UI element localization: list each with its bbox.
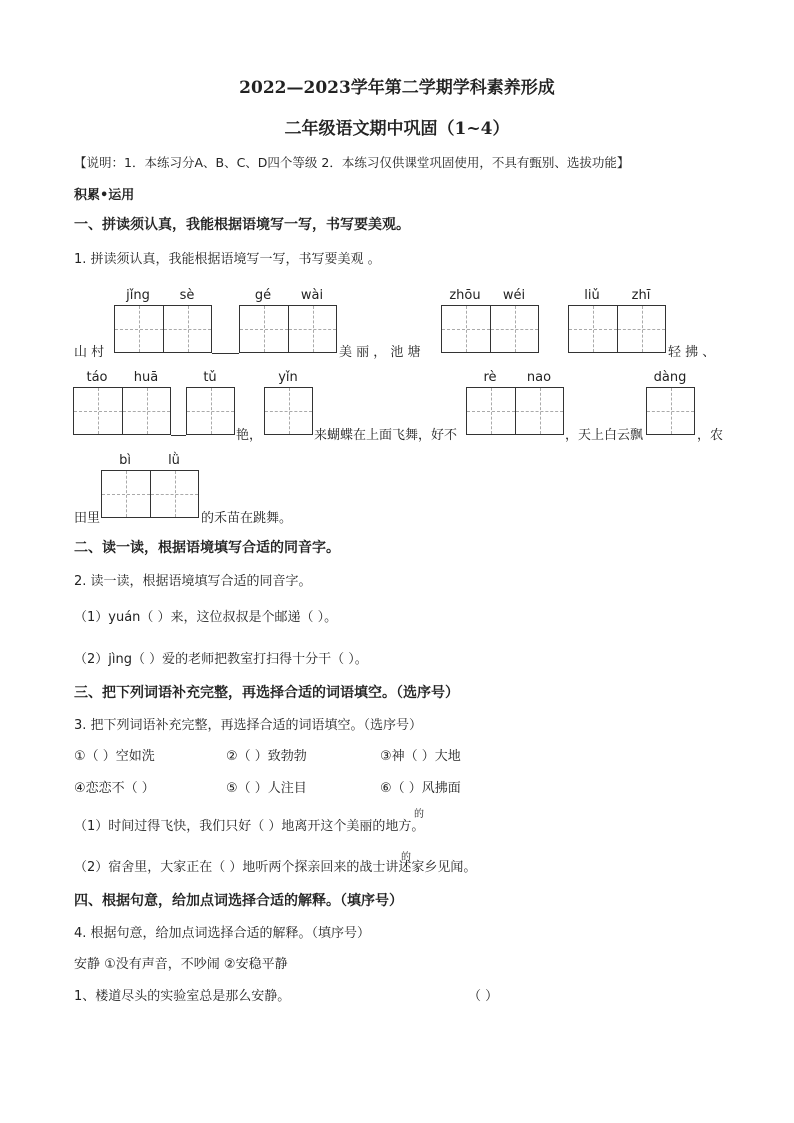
passage-text: 山 村 — [74, 345, 105, 360]
homophone-item[interactable]: （1）yuán（ ）来，这位叔叔是个邮递（ ）。 — [74, 610, 338, 625]
dot-mark: 的 — [401, 852, 411, 863]
question-4: 4. 根据句意，给加点词选择合适的解释。（填序号） — [74, 926, 371, 941]
underline — [212, 353, 239, 354]
answer-blank[interactable]: （ ） — [468, 989, 499, 1004]
pinyin: táo — [86, 370, 108, 385]
question-3: 3. 把下列词语补充完整，再选择合适的词语填空。（选序号） — [74, 718, 423, 733]
writing-grid[interactable] — [114, 305, 212, 353]
pinyin: bì — [119, 453, 131, 468]
dot-mark: 的 — [414, 809, 424, 820]
pinyin: zhī — [631, 288, 651, 303]
writing-grid[interactable] — [646, 387, 695, 435]
pinyin: lǜ — [168, 453, 180, 468]
question-1: 1. 拼读须认真，我能根据语境写一写，书写要美观 。 — [74, 252, 381, 267]
pinyin: wài — [300, 288, 324, 303]
pinyin: nao — [526, 370, 552, 385]
pinyin: zhōu — [449, 288, 481, 303]
idiom-item[interactable]: ⑥（ ）风拂面 — [380, 781, 461, 796]
underline — [171, 435, 186, 436]
passage-text: 来蝴蝶在上面飞舞，好不 — [314, 428, 458, 443]
fill-sentence[interactable]: （2）宿舍里，大家正在（ ）地听两个探亲回来的战士讲述家乡见闻。 — [74, 860, 477, 875]
pinyin: wéi — [502, 288, 526, 303]
writing-grid[interactable] — [101, 470, 199, 518]
page-subtitle: 二年级语文期中巩固（1~4） — [284, 119, 510, 139]
instructions-note: 【说明：1．本练习分A、B、C、D四个等级 2．本练习仅供课堂巩固使用，不具有甄别、选拔功能】 — [74, 155, 630, 170]
writing-grid[interactable] — [239, 305, 337, 353]
section2-heading: 二、读一读，根据语境填写合适的同音字。 — [74, 540, 340, 556]
section3-heading: 三、把下列词语补充完整，再选择合适的词语填空。（选序号） — [74, 685, 459, 701]
writing-grid[interactable] — [73, 387, 171, 435]
passage-text: 艳， — [236, 428, 263, 443]
pinyin: dàng — [653, 370, 687, 385]
passage-text: 的禾苗在跳舞。 — [201, 511, 293, 526]
writing-grid[interactable] — [264, 387, 313, 435]
definition-options: 安静 ①没有声音，不吵闹 ②安稳平静 — [74, 957, 288, 972]
section1-heading: 一、拼读须认真，我能根据语境写一写，书写要美观。 — [74, 217, 410, 233]
fill-sentence[interactable]: （1）时间过得飞快，我们只好（ ）地离开这个美丽的地方。 — [74, 819, 425, 834]
pinyin: rè — [483, 370, 497, 385]
pinyin: tǔ — [203, 370, 217, 385]
idiom-item[interactable]: ④恋恋不（ ） — [74, 781, 155, 796]
writing-grid[interactable] — [568, 305, 666, 353]
pinyin: jǐng — [126, 288, 150, 303]
idiom-item[interactable]: ①（ ）空如洗 — [74, 749, 155, 764]
idiom-item[interactable]: ⑤（ ）人注目 — [226, 781, 307, 796]
passage-text: 田里 — [74, 511, 101, 526]
passage-text: 轻 拂 、 — [668, 345, 716, 360]
writing-grid[interactable] — [441, 305, 539, 353]
question-2: 2. 读一读，根据语境填写合适的同音字。 — [74, 574, 312, 589]
homophone-item[interactable]: （2）jìng（ ）爱的老师把教室打扫得十分干（ ）。 — [74, 652, 368, 667]
pinyin: gé — [254, 288, 272, 303]
idiom-item[interactable]: ②（ ）致勃勃 — [226, 749, 307, 764]
passage-text: ，天上白云飘 — [565, 428, 644, 443]
category-label: 积累•运用 — [74, 188, 135, 203]
pinyin: sè — [179, 288, 195, 303]
passage-text: ，农 — [697, 428, 724, 443]
passage-text: 美 丽 ， 池 塘 — [339, 345, 421, 360]
page-title: 2022—2023学年第二学期学科素养形成 — [239, 78, 555, 98]
writing-grid[interactable] — [186, 387, 235, 435]
writing-grid[interactable] — [466, 387, 564, 435]
section4-heading: 四、根据句意，给加点词选择合适的解释。（填序号） — [74, 893, 403, 909]
pinyin: yǐn — [278, 370, 298, 385]
pinyin: liǔ — [584, 288, 600, 303]
sentence-item: 1、楼道尽头的实验室总是那么安静。 — [74, 989, 291, 1004]
pinyin: huā — [133, 370, 159, 385]
idiom-item[interactable]: ③神（ ）大地 — [380, 749, 461, 764]
